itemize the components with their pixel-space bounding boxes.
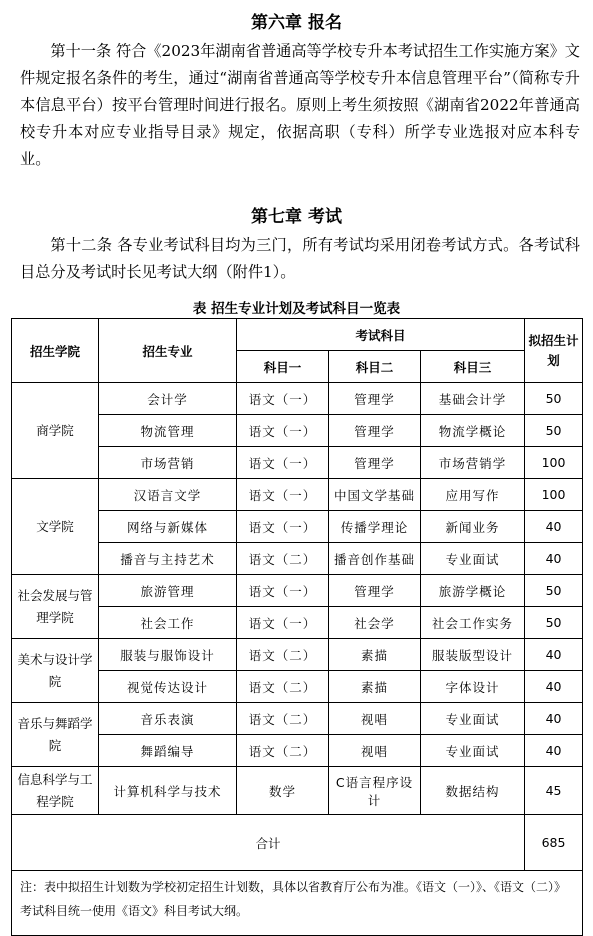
plan-cell: 50 — [525, 415, 583, 447]
subject-cell: 社会学 — [329, 607, 421, 639]
plan-cell: 100 — [525, 447, 583, 479]
plan-cell: 45 — [525, 767, 583, 815]
subject-cell: 语文（一） — [237, 479, 329, 511]
total-label: 合计 — [12, 815, 525, 871]
plan-cell: 50 — [525, 383, 583, 415]
major-cell: 会计学 — [99, 383, 237, 415]
subject-cell: C语言程序设计 — [329, 767, 421, 815]
major-cell: 视觉传达设计 — [99, 671, 237, 703]
plan-cell: 40 — [525, 639, 583, 671]
header-subject2: 科目二 — [329, 351, 421, 383]
subject-cell: 管理学 — [329, 415, 421, 447]
subject-cell: 服装版型设计 — [421, 639, 525, 671]
subject-cell: 专业面试 — [421, 735, 525, 767]
major-cell: 音乐表演 — [99, 703, 237, 735]
subject-cell: 管理学 — [329, 575, 421, 607]
subject-cell: 播音创作基础 — [329, 543, 421, 575]
subject-cell: 物流学概论 — [421, 415, 525, 447]
subject-cell: 市场营销学 — [421, 447, 525, 479]
chapter7-title: 第七章 考试 — [251, 207, 342, 227]
header-college: 招生学院 — [12, 319, 99, 383]
plan-cell: 100 — [525, 479, 583, 511]
subject-cell: 语文（二） — [237, 543, 329, 575]
table-row — [12, 703, 583, 735]
subject-cell: 素描 — [329, 671, 421, 703]
college-cell: 商学院 — [12, 383, 99, 479]
major-cell: 旅游管理 — [99, 575, 237, 607]
enrollment-table — [11, 318, 583, 936]
table-row — [12, 575, 583, 607]
major-cell: 计算机科学与技术 — [99, 767, 237, 815]
college-cell: 社会发展与管理学院 — [12, 575, 99, 639]
plan-cell: 40 — [525, 511, 583, 543]
major-cell: 播音与主持艺术 — [99, 543, 237, 575]
major-cell: 物流管理 — [99, 415, 237, 447]
major-cell: 网络与新媒体 — [99, 511, 237, 543]
subject-cell: 语文（二） — [237, 735, 329, 767]
major-cell: 服装与服饰设计 — [99, 639, 237, 671]
subject-cell: 语文（二） — [237, 671, 329, 703]
subject-cell: 语文（一） — [237, 575, 329, 607]
chapter6-title: 第六章 报名 — [251, 13, 342, 33]
subject-cell: 专业面试 — [421, 703, 525, 735]
subject-cell: 中国文学基础 — [329, 479, 421, 511]
table-row — [12, 383, 583, 415]
subject-cell: 语文（二） — [237, 703, 329, 735]
subject-cell: 语文（一） — [237, 447, 329, 479]
major-cell: 汉语言文学 — [99, 479, 237, 511]
subject-cell: 语文（二） — [237, 639, 329, 671]
subject-cell: 新闻业务 — [421, 511, 525, 543]
header-subjects: 考试科目 — [237, 319, 525, 351]
subject-cell: 语文（一） — [237, 511, 329, 543]
table-row — [12, 639, 583, 671]
major-cell: 市场营销 — [99, 447, 237, 479]
college-cell: 信息科学与工程学院 — [12, 767, 99, 815]
subject-cell: 管理学 — [329, 383, 421, 415]
plan-cell: 40 — [525, 735, 583, 767]
subject-cell: 旅游学概论 — [421, 575, 525, 607]
college-cell: 音乐与舞蹈学院 — [12, 703, 99, 767]
major-cell: 社会工作 — [99, 607, 237, 639]
subject-cell: 基础会计学 — [421, 383, 525, 415]
college-cell: 文学院 — [12, 479, 99, 575]
total-value: 685 — [525, 815, 583, 871]
subject-cell: 素描 — [329, 639, 421, 671]
subject-cell: 传播学理论 — [329, 511, 421, 543]
major-cell: 舞蹈编导 — [99, 735, 237, 767]
subject-cell: 管理学 — [329, 447, 421, 479]
header-plan: 拟招生计划 — [525, 319, 583, 383]
plan-cell: 50 — [525, 607, 583, 639]
plan-cell: 40 — [525, 671, 583, 703]
subject-cell: 社会工作实务 — [421, 607, 525, 639]
subject-cell: 数学 — [237, 767, 329, 815]
plan-cell: 40 — [525, 703, 583, 735]
subject-cell: 视唱 — [329, 735, 421, 767]
subject-cell: 数据结构 — [421, 767, 525, 815]
subject-cell: 字体设计 — [421, 671, 525, 703]
subject-cell: 应用写作 — [421, 479, 525, 511]
table-note: 注：表中拟招生计划数为学校初定招生计划数，具体以省教育厅公布为准。《语文（一）》、《语文（二）》考试科目统一使用《语文》科目考试大纲。 — [12, 871, 583, 936]
subject-cell: 语文（一） — [237, 383, 329, 415]
plan-cell: 40 — [525, 543, 583, 575]
chapter6-paragraph: 第十一条 符合《2023年湖南省普通高等学校专升本考试招生工作实施方案》文件规定报名条件的考生，通过“湖南省普通高等学校专升本信息管理平台”（简称专升本信息平台）按平台管理时间进行报名。原则上考生须按照《湖南省2022年普通高校专升本对应专业指导目录》规定，依据高职（专科）所学专业选报对应本科专业。 — [20, 42, 580, 168]
subject-cell: 视唱 — [329, 703, 421, 735]
subject-cell: 语文（一） — [237, 607, 329, 639]
header-subject3: 科目三 — [421, 351, 525, 383]
subject-cell: 专业面试 — [421, 543, 525, 575]
college-cell: 美术与设计学院 — [12, 639, 99, 703]
subject-cell: 语文（一） — [237, 415, 329, 447]
table-caption: 表 招生专业计划及考试科目一览表 — [192, 301, 401, 317]
header-major: 招生专业 — [99, 319, 237, 383]
table-row — [12, 767, 583, 815]
plan-cell: 50 — [525, 575, 583, 607]
chapter7-paragraph: 第十二条 各专业考试科目均为三门，所有考试均采用闭卷考试方式。各考试科目总分及考试时长见考试大纲（附件1）。 — [20, 236, 580, 281]
header-subject1: 科目一 — [237, 351, 329, 383]
table-row — [12, 479, 583, 511]
